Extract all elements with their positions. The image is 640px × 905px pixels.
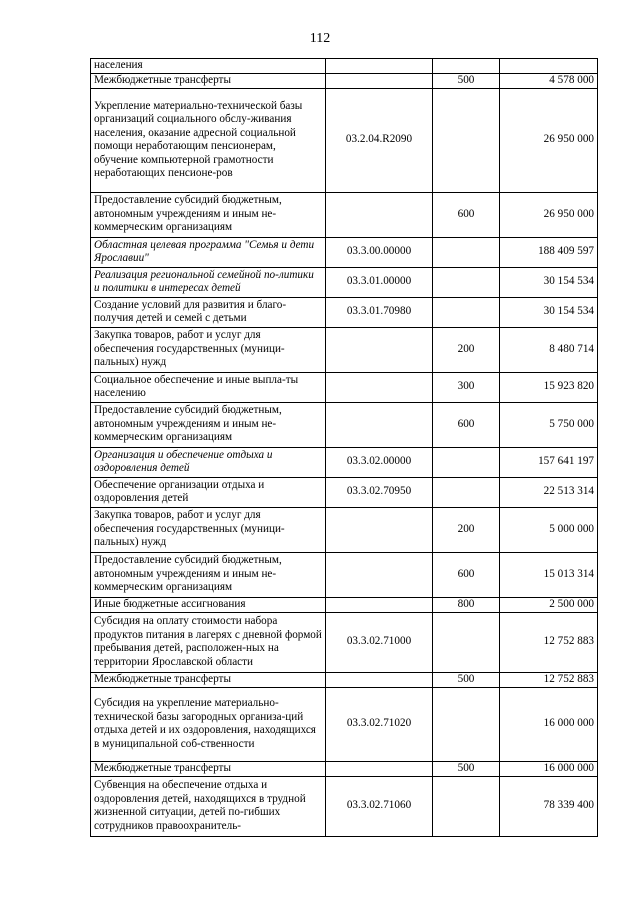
row-name: Организация и обеспечение отдыха и оздоровления детей xyxy=(91,447,326,477)
table-row xyxy=(91,597,598,612)
row-expense-type: 600 xyxy=(433,552,500,597)
row-amount: 4 578 000 xyxy=(500,73,598,88)
row-amount: 16 000 000 xyxy=(500,761,598,776)
row-name: Социальное обеспечение и иные выпла-ты населению xyxy=(91,372,326,402)
row-amount xyxy=(500,59,598,74)
row-name: Межбюджетные трансферты xyxy=(91,672,326,687)
row-code xyxy=(326,59,433,74)
row-expense-type xyxy=(433,687,500,761)
row-name: Субвенция на обеспечение отдыха и оздоровления детей, находящихся в трудной жизненной ситуации, детей по-гибших сотрудников правоохранитель- xyxy=(91,776,326,836)
table-row xyxy=(91,776,598,836)
row-expense-type: 200 xyxy=(433,507,500,552)
row-name: Иные бюджетные ассигнования xyxy=(91,597,326,612)
table-row xyxy=(91,612,598,672)
row-code xyxy=(326,73,433,88)
row-name: Межбюджетные трансферты xyxy=(91,73,326,88)
row-name: Закупка товаров, работ и услуг для обеспечения государственных (муници-пальных) нужд xyxy=(91,327,326,372)
table-row xyxy=(91,267,598,297)
row-name: Создание условий для развития и благо-получия детей и семей с детьми xyxy=(91,297,326,327)
row-amount: 22 513 314 xyxy=(500,477,598,507)
row-expense-type: 600 xyxy=(433,192,500,237)
row-code xyxy=(326,192,433,237)
row-expense-type: 200 xyxy=(433,327,500,372)
row-amount: 5 750 000 xyxy=(500,402,598,447)
table-row xyxy=(91,477,598,507)
row-expense-type xyxy=(433,447,500,477)
budget-table-body xyxy=(91,59,598,837)
row-name: Межбюджетные трансферты xyxy=(91,761,326,776)
row-name: Закупка товаров, работ и услуг для обеспечения государственных (муници-пальных) нужд xyxy=(91,507,326,552)
row-code xyxy=(326,402,433,447)
row-code xyxy=(326,597,433,612)
row-code xyxy=(326,327,433,372)
table-row xyxy=(91,327,598,372)
row-amount: 12 752 883 xyxy=(500,672,598,687)
row-amount: 26 950 000 xyxy=(500,192,598,237)
table-row xyxy=(91,59,598,74)
row-amount: 188 409 597 xyxy=(500,237,598,267)
table-row xyxy=(91,73,598,88)
row-expense-type xyxy=(433,237,500,267)
row-expense-type: 300 xyxy=(433,372,500,402)
row-amount: 30 154 534 xyxy=(500,297,598,327)
table-row xyxy=(91,88,598,192)
row-expense-type: 500 xyxy=(433,672,500,687)
row-amount: 30 154 534 xyxy=(500,267,598,297)
page-number: 112 xyxy=(309,31,331,46)
row-code: 03.3.02.71000 xyxy=(326,612,433,672)
table-row xyxy=(91,687,598,761)
table-row xyxy=(91,672,598,687)
row-expense-type: 500 xyxy=(433,73,500,88)
row-name: Предоставление субсидий бюджетным, автономным учреждениям и иным не-коммерческим организациям xyxy=(91,402,326,447)
row-amount: 8 480 714 xyxy=(500,327,598,372)
budget-table xyxy=(90,58,598,837)
row-code: 03.3.02.71060 xyxy=(326,776,433,836)
row-expense-type xyxy=(433,267,500,297)
row-amount: 16 000 000 xyxy=(500,687,598,761)
row-expense-type: 600 xyxy=(433,402,500,447)
row-amount: 15 923 820 xyxy=(500,372,598,402)
row-name: Субсидия на оплату стоимости набора продуктов питания в лагерях с дневной формой пребывания детей, расположен-ных на территории Ярославской области xyxy=(91,612,326,672)
table-row xyxy=(91,237,598,267)
row-amount: 78 339 400 xyxy=(500,776,598,836)
table-row xyxy=(91,552,598,597)
row-code: 03.3.00.00000 xyxy=(326,237,433,267)
row-name: Укрепление материально-технической базы организаций социального обслу-живания населения, оказание адресной социальной помощи неработающим пенсионерам, обучение компьютерной грамотности неработающих пенсионе-ров xyxy=(91,88,326,192)
row-name: Предоставление субсидий бюджетным, автономным учреждениям и иным не-коммерческим организациям xyxy=(91,192,326,237)
row-code xyxy=(326,372,433,402)
row-code: 03.2.04.R2090 xyxy=(326,88,433,192)
row-name: Областная целевая программа "Семья и дети Ярославии" xyxy=(91,237,326,267)
row-expense-type xyxy=(433,612,500,672)
row-amount: 2 500 000 xyxy=(500,597,598,612)
row-expense-type xyxy=(433,477,500,507)
row-code xyxy=(326,761,433,776)
row-expense-type xyxy=(433,59,500,74)
row-code: 03.3.01.70980 xyxy=(326,297,433,327)
table-row xyxy=(91,402,598,447)
row-expense-type: 800 xyxy=(433,597,500,612)
row-code: 03.3.02.70950 xyxy=(326,477,433,507)
table-row xyxy=(91,297,598,327)
row-code xyxy=(326,507,433,552)
row-name: Субсидия на укрепление материально-технической базы загородных организа-ций отдыха детей и их оздоровления, находящихся в муниципальной соб-ственности xyxy=(91,687,326,761)
row-code xyxy=(326,672,433,687)
table-row xyxy=(91,192,598,237)
table-row xyxy=(91,447,598,477)
row-expense-type: 500 xyxy=(433,761,500,776)
row-amount: 15 013 314 xyxy=(500,552,598,597)
row-name: Обеспечение организации отдыха и оздоровления детей xyxy=(91,477,326,507)
row-code: 03.3.02.71020 xyxy=(326,687,433,761)
table-row xyxy=(91,507,598,552)
row-amount: 26 950 000 xyxy=(500,88,598,192)
table-row xyxy=(91,372,598,402)
row-code: 03.3.01.00000 xyxy=(326,267,433,297)
row-amount: 157 641 197 xyxy=(500,447,598,477)
row-code xyxy=(326,552,433,597)
row-name: Предоставление субсидий бюджетным, автономным учреждениям и иным не-коммерческим организациям xyxy=(91,552,326,597)
row-expense-type xyxy=(433,297,500,327)
row-name: населения xyxy=(91,59,326,74)
row-expense-type xyxy=(433,776,500,836)
table-row xyxy=(91,761,598,776)
row-amount: 12 752 883 xyxy=(500,612,598,672)
row-expense-type xyxy=(433,88,500,192)
row-code: 03.3.02.00000 xyxy=(326,447,433,477)
row-name: Реализация региональной семейной по-литики и политики в интересах детей xyxy=(91,267,326,297)
row-amount: 5 000 000 xyxy=(500,507,598,552)
